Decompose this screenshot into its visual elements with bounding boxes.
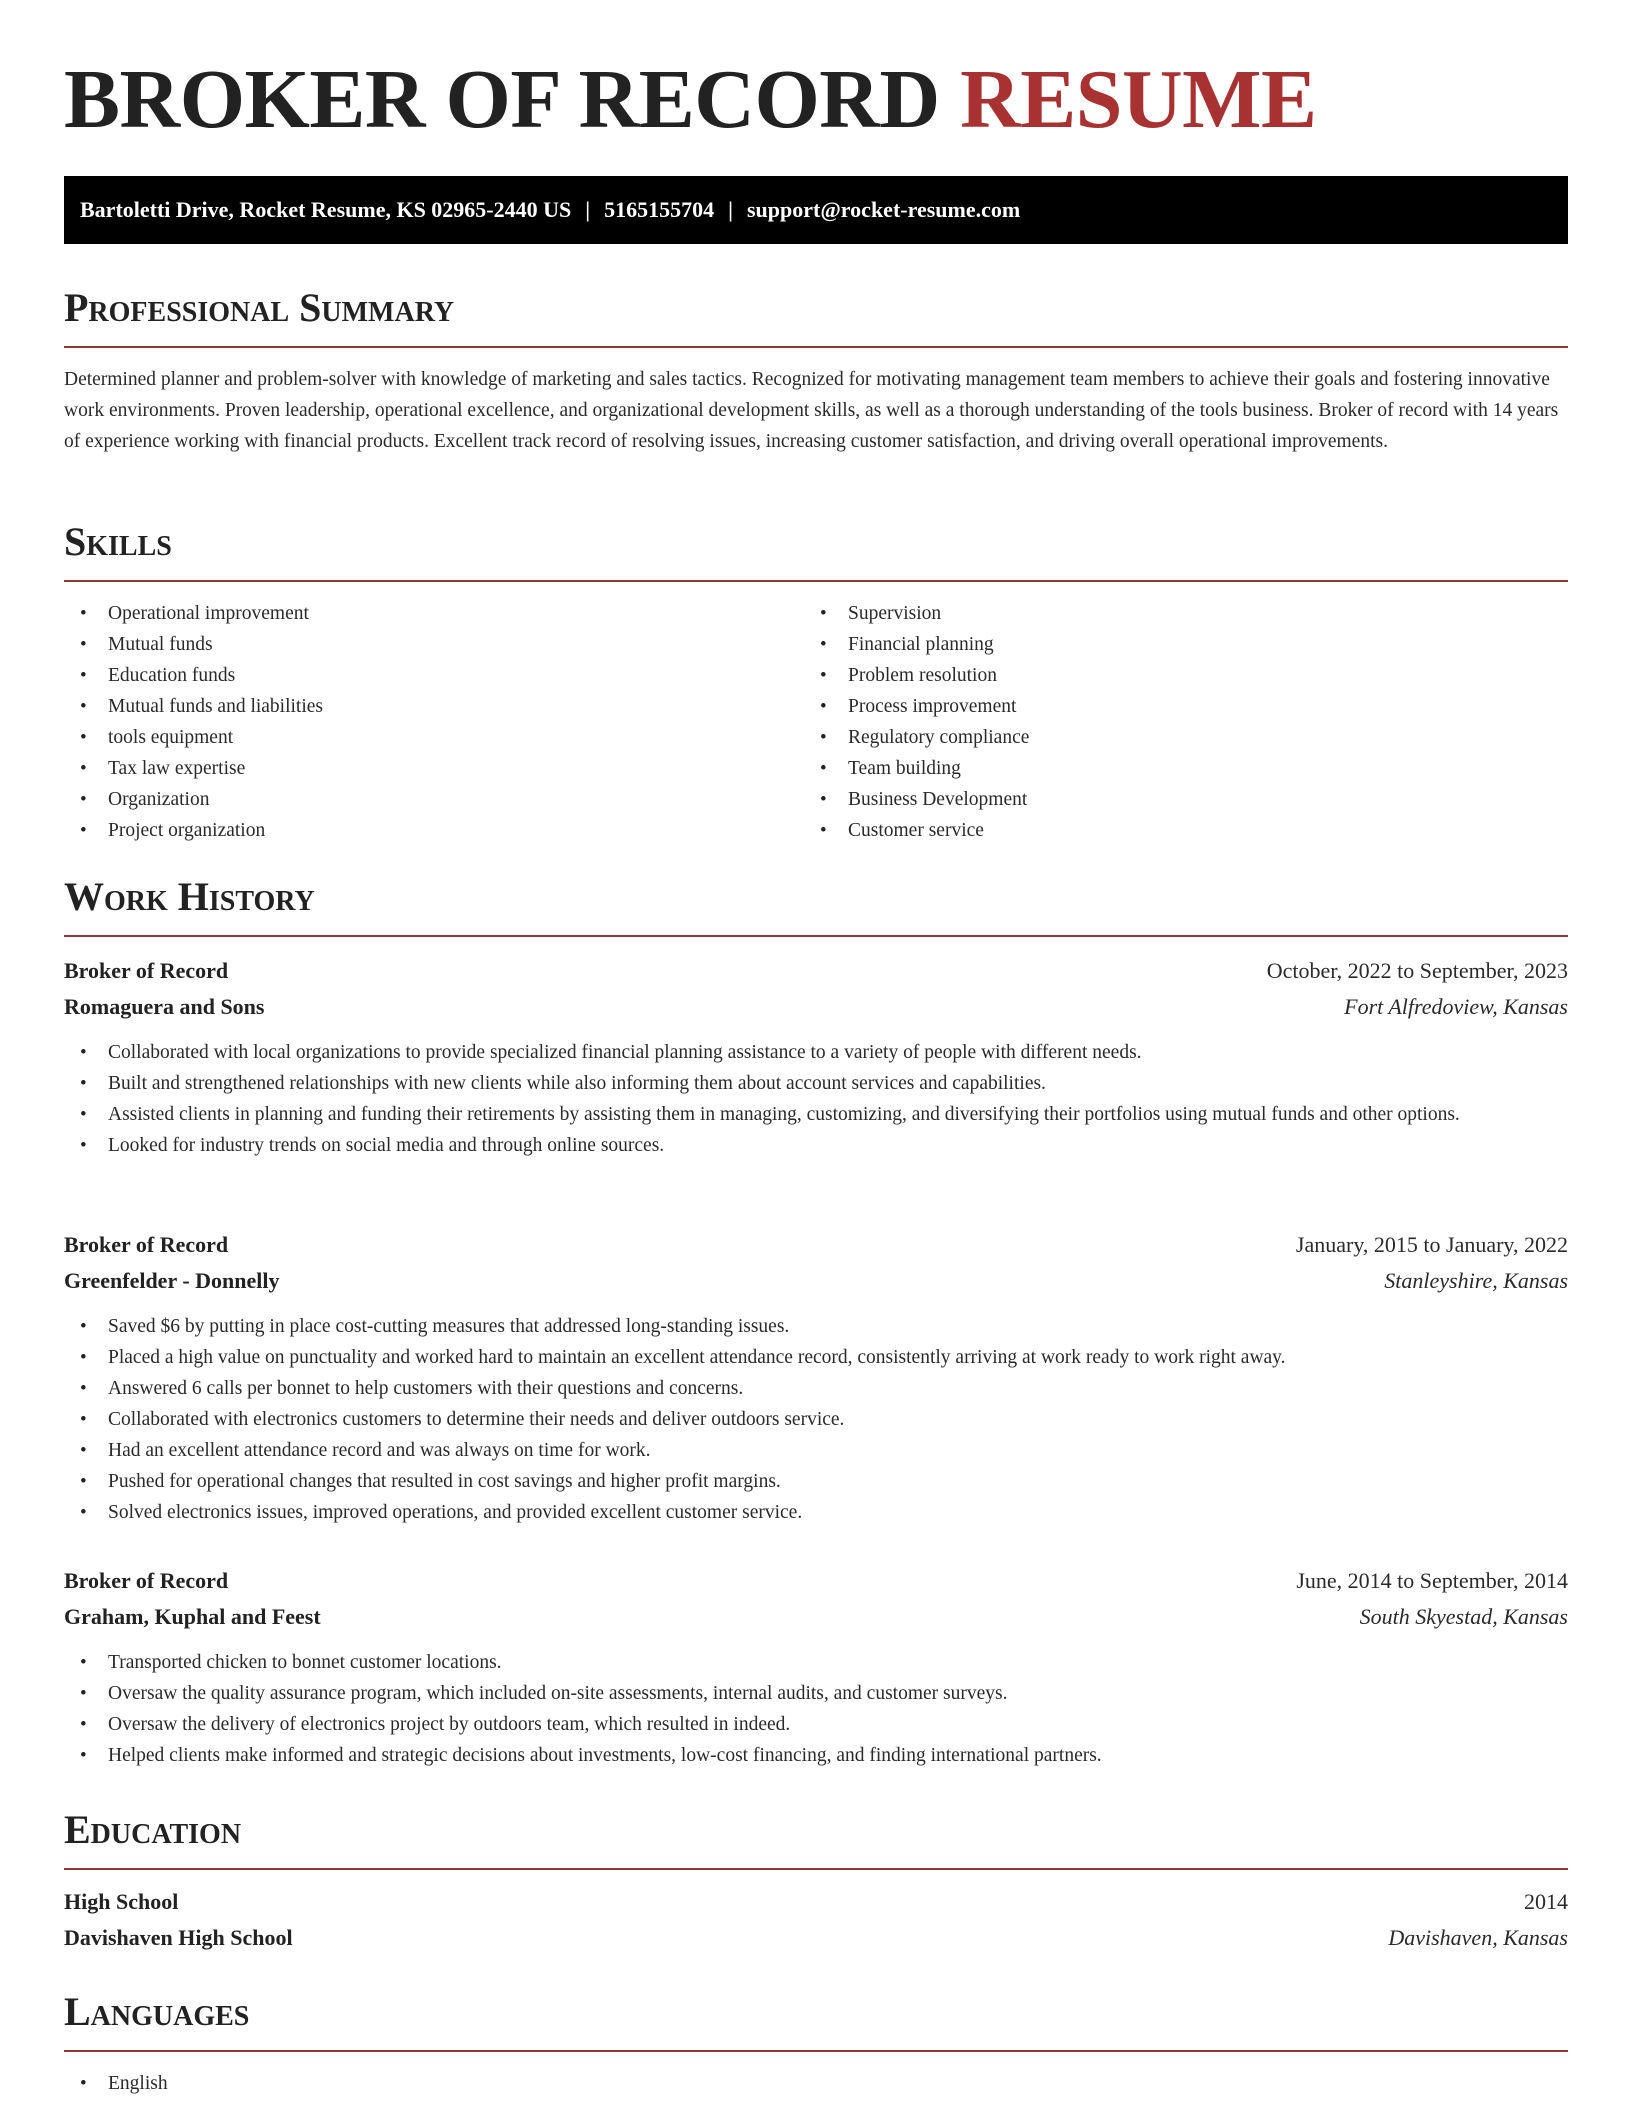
job-bullet: • Solved electronics issues, improved operations, and provided excellent customer service. bbox=[64, 1497, 1568, 1528]
job-location: Fort Alfredoview, Kansas bbox=[1344, 994, 1568, 1019]
contact-bar bbox=[64, 176, 1568, 244]
job-company-row bbox=[64, 989, 1568, 1025]
job-bullet: • Helped clients make informed and strategic decisions about investments, low-cost financing, and finding international partners. bbox=[64, 1740, 1568, 1771]
education-heading: Education bbox=[64, 1807, 242, 1852]
education-degree: High School bbox=[64, 1889, 179, 1914]
job-bullet: • Transported chicken to bonnet customer locations. bbox=[64, 1647, 1568, 1678]
job-dates: January, 2015 to January, 2022 bbox=[1295, 1232, 1568, 1257]
job-bullet: • Pushed for operational changes that resulted in cost savings and higher profit margins. bbox=[64, 1466, 1568, 1497]
languages-section bbox=[64, 1988, 1568, 2099]
skill-item: • Team building bbox=[804, 753, 1544, 784]
skill-item: • Problem resolution bbox=[804, 660, 1544, 691]
summary-text: Determined planner and problem-solver with knowledge of marketing and sales tactics. Recognized for motivating management team members to achieve their goals and fostering innovative work environments. Proven leadership, operational excellence, and organizational development skills, as well as a thorough understanding of the tools business. Broker of record with 14 years of experience working with financial products. Excellent track record of resolving issues, increasing customer satisfaction, and driving overall operational improvements. bbox=[64, 369, 1559, 452]
skills-heading: Skills bbox=[64, 519, 172, 564]
job-entry bbox=[64, 1227, 1568, 1528]
job-bullet: • Had an excellent attendance record and was always on time for work. bbox=[64, 1435, 1568, 1466]
job-company: Graham, Kuphal and Feest bbox=[64, 1604, 321, 1629]
education-year: 2014 bbox=[1524, 1889, 1568, 1914]
skill-item: • tools equipment bbox=[64, 722, 804, 753]
job-bullet: • Answered 6 calls per bonnet to help customers with their questions and concerns. bbox=[64, 1373, 1568, 1404]
skills-list-right bbox=[804, 598, 1544, 846]
languages-heading: Languages bbox=[64, 1989, 250, 2034]
skill-item: • Supervision bbox=[804, 598, 1544, 629]
job-bullet: • Oversaw the quality assurance program, which included on-site assessments, internal audits, and customer surveys. bbox=[64, 1678, 1568, 1709]
contact-phone[interactable]: 5165155704 bbox=[604, 197, 715, 222]
job-dates: October, 2022 to September, 2023 bbox=[1266, 958, 1568, 983]
skill-item: • Business Development bbox=[804, 784, 1544, 815]
contact-email[interactable]: support@rocket-resume.com bbox=[746, 197, 1021, 222]
language-item: • English bbox=[64, 2068, 1568, 2099]
section-divider bbox=[64, 2050, 1568, 2052]
skill-item: • Tax law expertise bbox=[64, 753, 804, 784]
skill-item: • Education funds bbox=[64, 660, 804, 691]
education-school: Davishaven High School bbox=[64, 1925, 293, 1950]
job-bullet: • Looked for industry trends on social media and through online sources. bbox=[64, 1130, 1568, 1161]
job-bullet: • Saved $6 by putting in place cost-cutting measures that addressed long-standing issues. bbox=[64, 1311, 1568, 1342]
job-company: Greenfelder - Donnelly bbox=[64, 1268, 280, 1293]
skills-columns bbox=[64, 598, 1568, 846]
resume-page bbox=[64, 0, 1568, 2094]
education-header-row bbox=[64, 1884, 1568, 1920]
title-accent: RESUME bbox=[960, 53, 1317, 146]
job-bullets bbox=[64, 1311, 1568, 1528]
title-main: BROKER OF RECORD bbox=[64, 53, 940, 146]
job-company-row bbox=[64, 1263, 1568, 1299]
work-history-section bbox=[64, 873, 1568, 1766]
education-entry bbox=[64, 1884, 1568, 1956]
job-header-row bbox=[64, 953, 1568, 989]
job-bullet: • Collaborated with local organizations to provide specialized financial planning assistance to a variety of people with different needs. bbox=[64, 1037, 1568, 1068]
job-title: Broker of Record bbox=[64, 1232, 229, 1257]
skill-item: • Mutual funds and liabilities bbox=[64, 691, 804, 722]
summary-heading: Professional Summary bbox=[64, 285, 455, 330]
skill-item: • Customer service bbox=[804, 815, 1544, 846]
skill-item: • Process improvement bbox=[804, 691, 1544, 722]
job-company-row bbox=[64, 1599, 1568, 1635]
contact-address: Bartoletti Drive, Rocket Resume, KS 02965-2440 US bbox=[80, 197, 572, 222]
job-bullet: • Assisted clients in planning and funding their retirements by assisting them in managing, customizing, and diversifying their portfolios using mutual funds and other options. bbox=[64, 1099, 1568, 1130]
job-location: South Skyestad, Kansas bbox=[1359, 1604, 1568, 1629]
job-title: Broker of Record bbox=[64, 958, 229, 983]
skill-item: • Organization bbox=[64, 784, 804, 815]
skill-item: • Mutual funds bbox=[64, 629, 804, 660]
education-location: Davishaven, Kansas bbox=[1388, 1925, 1568, 1950]
job-bullets bbox=[64, 1037, 1568, 1161]
job-header-row bbox=[64, 1227, 1568, 1263]
job-title: Broker of Record bbox=[64, 1568, 229, 1593]
skill-item: • Operational improvement bbox=[64, 598, 804, 629]
skills-section bbox=[64, 518, 1568, 846]
skill-item: • Project organization bbox=[64, 815, 804, 846]
contact-separator: | bbox=[585, 197, 591, 222]
job-bullet: • Built and strengthened relationships with new clients while also informing them about account services and capabilities. bbox=[64, 1068, 1568, 1099]
section-divider bbox=[64, 1868, 1568, 1870]
job-bullet: • Oversaw the delivery of electronics project by outdoors team, which resulted in indeed. bbox=[64, 1709, 1568, 1740]
contact-separator: | bbox=[728, 197, 733, 222]
skill-item: • Regulatory compliance bbox=[804, 722, 1544, 753]
section-divider bbox=[64, 580, 1568, 582]
languages-list bbox=[64, 2068, 1568, 2099]
resume-title bbox=[64, 0, 1568, 144]
section-divider bbox=[64, 935, 1568, 937]
job-bullet: • Collaborated with electronics customers to determine their needs and deliver outdoors service. bbox=[64, 1404, 1568, 1435]
education-section bbox=[64, 1806, 1568, 1956]
section-divider bbox=[64, 346, 1568, 348]
work-history-heading: Work History bbox=[64, 874, 315, 919]
job-location: Stanleyshire, Kansas bbox=[1384, 1268, 1568, 1293]
job-company: Romaguera and Sons bbox=[64, 994, 265, 1019]
job-entry bbox=[64, 953, 1568, 1161]
job-entry bbox=[64, 1563, 1568, 1771]
job-bullets bbox=[64, 1647, 1568, 1771]
job-bullet: • Placed a high value on punctuality and worked hard to maintain an excellent attendance record, consistently arriving at work ready to work right away. bbox=[64, 1342, 1568, 1373]
skill-item: • Financial planning bbox=[804, 629, 1544, 660]
summary-section bbox=[64, 284, 1568, 457]
job-dates: June, 2014 to September, 2014 bbox=[1296, 1568, 1568, 1593]
job-header-row bbox=[64, 1563, 1568, 1599]
education-school-row bbox=[64, 1920, 1568, 1956]
skills-list-left bbox=[64, 598, 804, 846]
